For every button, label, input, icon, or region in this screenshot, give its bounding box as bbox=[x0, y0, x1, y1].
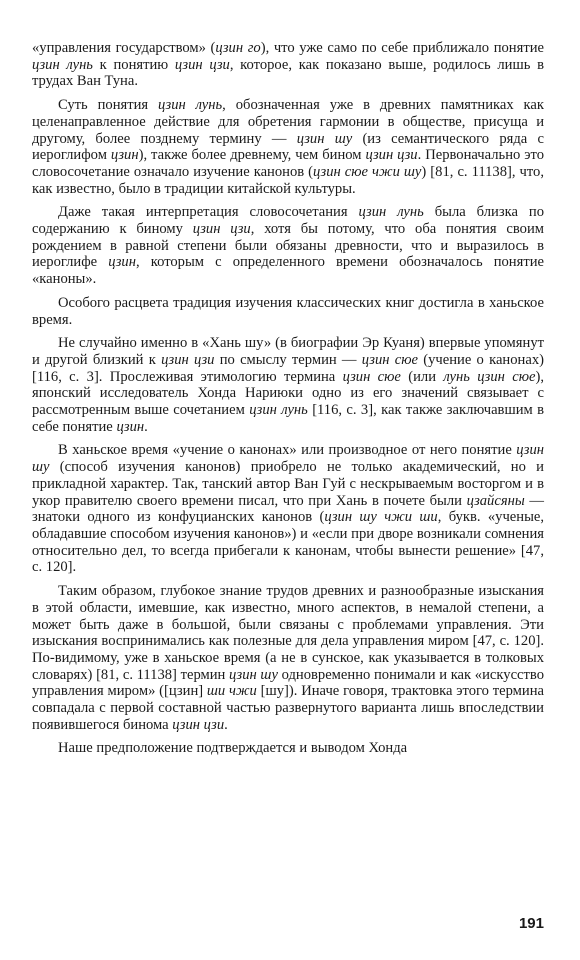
text-run: ), японский исследователь Хонда Нариюки одно из его значений связывает с рассмотренным выше сочетанием bbox=[32, 368, 544, 419]
text-run: , которым с определенного времени обозначалось понятие «каноны». bbox=[32, 254, 544, 288]
text-run: , хотя бы потому, что оба понятия своим рождением в равной степени были обязаны древности, что и выразилось в иероглифе bbox=[32, 221, 544, 271]
text-run: одновременно понимали и как «искусство управления миром» ([цзин] bbox=[32, 666, 544, 700]
text-run: к понятию bbox=[92, 56, 175, 73]
text-run: . Первоначально это словосочетание означало изучение канонов ( bbox=[32, 147, 544, 180]
paragraph bbox=[32, 442, 544, 576]
text-run: (из семантического ряда с иероглифом bbox=[32, 130, 544, 164]
italic-term: цзин bbox=[110, 147, 139, 164]
italic-term: цзин шу bbox=[296, 130, 353, 147]
text-run: Не случайно именно в «Хань шу» (в биографии Эр Куаня) впервые упомянут и другой близкий к bbox=[32, 335, 544, 368]
text-run: , обозначенная уже в древних памятниках как целенаправленное действие для обретения гармонии в обществе, присуща и другому, более позднему термину — bbox=[32, 97, 544, 147]
italic-term: цзин цзи bbox=[172, 716, 225, 733]
text-run: ) [81, с. 11138], что, как известно, было в традиции китайской культуры. bbox=[32, 163, 544, 197]
italic-term: цзин лунь bbox=[158, 97, 223, 114]
italic-term: цзин bbox=[116, 418, 145, 435]
paragraph bbox=[32, 335, 544, 435]
italic-term: цзин шу чжи ши bbox=[324, 509, 438, 526]
text-run: , букв. «ученые, обладавшие способом изучения канонов») и «если при дворе возникали сомнения относительно дел, то всегда прибегали к канонам, чтобы вынести решение» [47, с. 120]. bbox=[32, 509, 544, 576]
text-run: Наше предположение подтверждается и выводом Хонда bbox=[58, 740, 408, 757]
text-run: по смыслу термин — bbox=[214, 351, 362, 368]
italic-term: ши чжи bbox=[206, 683, 257, 700]
text-run: [шу]). Иначе говоря, трактовка этого термина совпадала с первой составной частью развернутого варианта лишь впоследствии появившегося бинома bbox=[32, 683, 544, 733]
italic-term: цзин го bbox=[215, 40, 261, 56]
text-run: «управления государством» ( bbox=[32, 40, 216, 56]
text-run: (или bbox=[400, 368, 444, 385]
italic-term: цзин сюе bbox=[342, 368, 401, 385]
italic-term: цзин сюе чжи шу bbox=[313, 163, 422, 180]
italic-term: цзин bbox=[108, 254, 136, 271]
text-run: — знатоки одного из конфуцианских канонов ( bbox=[32, 492, 545, 526]
italic-term: цзин цзи bbox=[192, 221, 251, 238]
italic-term: цзин лунь bbox=[358, 204, 424, 221]
text-run: была близка по содержанию к биному bbox=[32, 204, 544, 238]
italic-term: цзин цзи bbox=[161, 351, 215, 368]
text-run: . bbox=[224, 716, 228, 733]
paragraph bbox=[32, 40, 544, 90]
paragraph bbox=[32, 583, 544, 733]
paragraph bbox=[32, 295, 544, 328]
italic-term: цзин цзи bbox=[174, 56, 230, 73]
paragraph bbox=[32, 97, 544, 197]
page-number: 191 bbox=[518, 915, 544, 932]
italic-term: цзайсяны bbox=[466, 492, 525, 509]
italic-term: цзин цзи bbox=[365, 147, 418, 164]
paragraph bbox=[32, 204, 544, 288]
text-run: ), что уже само по себе приближало понятие bbox=[260, 40, 544, 56]
text-run: Даже такая интерпретация словосочетания bbox=[58, 204, 359, 221]
text-body bbox=[32, 40, 544, 757]
text-run: (учение о канонах) [116, с. 3]. Прослеживая этимологию термина bbox=[32, 351, 544, 385]
italic-term: цзин сюе bbox=[361, 351, 418, 368]
text-run: Таким образом, глубокое знание трудов древних и разнообразные изыскания в этой области, имевшие, как известно, много аспектов, в немалой степени, а может быть даже в большой, были связаны с проблемами управления. Эти изыскания воспринимались как полезные для дела управления миром [47, с. 120]. По-видимому, уже в ханьское время (а не в сунское, как указывается в толковых словарях) [81, с. 11138] термин bbox=[32, 583, 544, 683]
paragraph bbox=[32, 740, 544, 757]
italic-term: цзин лунь bbox=[249, 402, 308, 419]
italic-term: цзин шу bbox=[32, 442, 544, 476]
text-run: ), также более древнему, чем бином bbox=[138, 147, 366, 164]
text-run: Суть понятия bbox=[58, 97, 159, 114]
italic-term: цзин шу bbox=[229, 666, 278, 683]
italic-term: цзин лунь bbox=[32, 56, 93, 73]
text-run: . bbox=[144, 418, 148, 435]
text-run: [116, с. 3], как также заключавшим в себе понятие bbox=[32, 402, 545, 435]
text-run: Особого расцвета традиция изучения классических книг достигла в ханьское время. bbox=[32, 294, 544, 328]
text-run: В ханьское время «учение о канонах» или производное от него понятие bbox=[58, 442, 517, 459]
text-run: (способ изучения канонов) приобрело не только академический, но и прикладной характер. Так, танский автор Ван Гуй с нескрываемым восторгом и в укор правителю своего времени писал, что при Хань в почете были bbox=[32, 459, 544, 509]
text-run: , которое, как показано выше, родилось лишь в трудах Ван Туна. bbox=[32, 56, 544, 90]
italic-term: лунь цзин сюе bbox=[443, 368, 536, 385]
